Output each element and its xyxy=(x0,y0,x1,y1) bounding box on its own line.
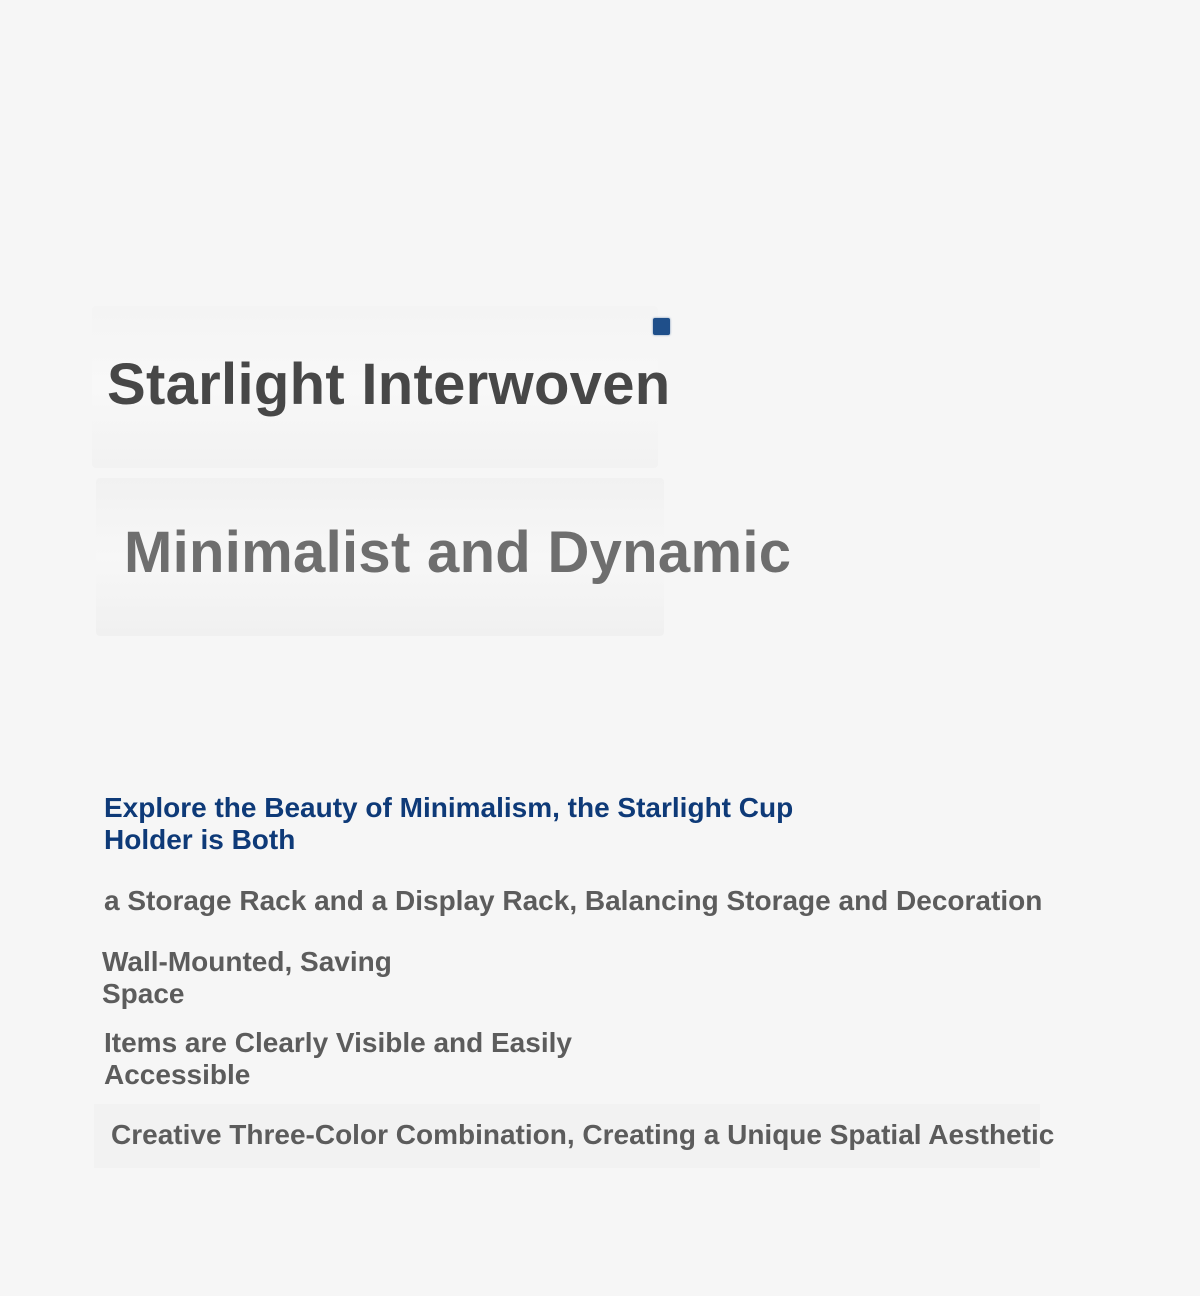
feature-wall-mounted: Wall-Mounted, Saving Space xyxy=(102,946,392,1009)
feature-three-color: Creative Three-Color Combination, Creating a Unique Spatial Aesthetic xyxy=(111,1119,1055,1150)
page-title: Starlight Interwoven xyxy=(107,352,671,417)
feature-visible-accessible: Items are Clearly Visible and Easily Accessible xyxy=(104,1027,572,1090)
page-subtitle: Minimalist and Dynamic xyxy=(124,520,792,585)
feature-storage-display: a Storage Rack and a Display Rack, Balancing Storage and Decoration xyxy=(104,885,1043,916)
intro-text: Explore the Beauty of Minimalism, the Starlight Cup Holder is Both xyxy=(104,792,794,855)
accent-square-icon xyxy=(653,318,670,335)
